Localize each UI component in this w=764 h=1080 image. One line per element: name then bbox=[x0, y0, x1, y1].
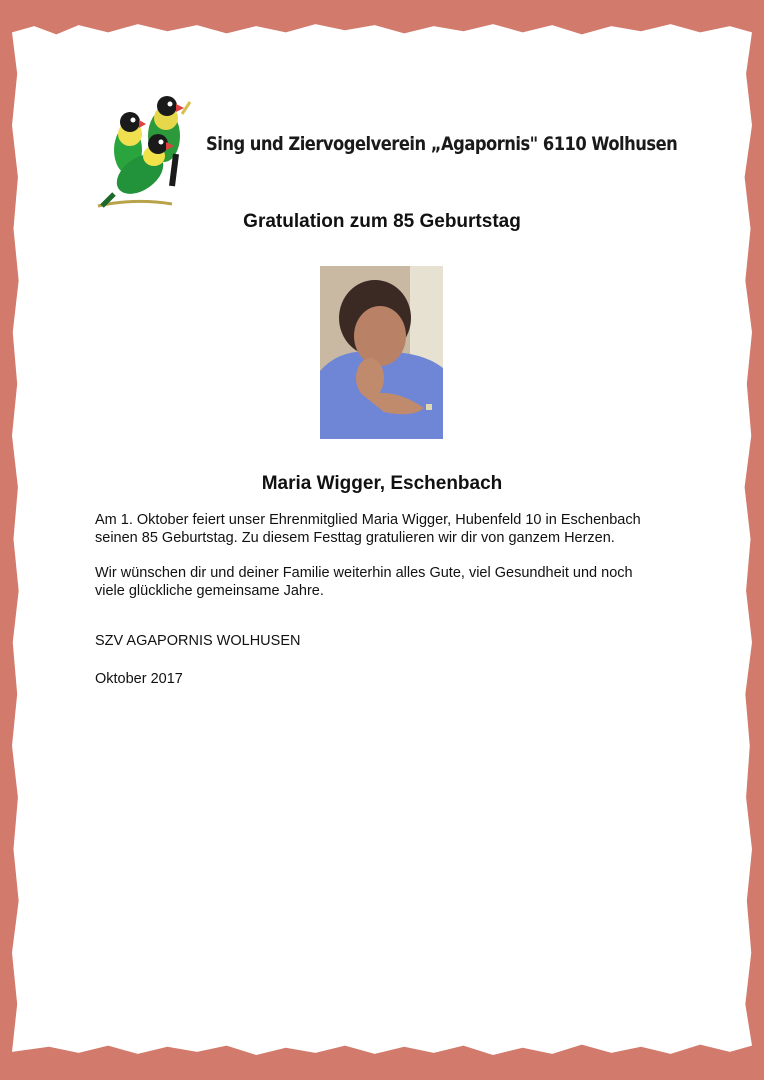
signature: SZV AGAPORNIS WOLHUSEN bbox=[95, 633, 301, 649]
paragraph-line: Am 1. Oktober feiert unser Ehrenmitglied Maria Wigger, Hubenfeld 10 in Eschenbach bbox=[95, 512, 641, 528]
congratulation-paragraph bbox=[95, 512, 695, 547]
lovebirds-logo-icon bbox=[94, 94, 198, 212]
paragraph-line: Wir wünschen dir und deiner Familie weiterhin alles Gute, viel Gesundheit und noch bbox=[95, 565, 633, 581]
person-name: Maria Wigger, Eschenbach bbox=[261, 473, 503, 494]
paragraph-line: seinen 85 Geburtstag. Zu diesem Festtag gratulieren wir dir von ganzem Herzen. bbox=[95, 529, 615, 546]
date: Oktober 2017 bbox=[95, 671, 183, 687]
club-name: Sing und Ziervogelverein „Agapornis" 6110 Wolhusen bbox=[206, 133, 678, 155]
paragraph-line: viele glückliche gemeinsame Jahre. bbox=[95, 582, 324, 599]
wishes-paragraph bbox=[95, 565, 695, 600]
page-title: Gratulation zum 85 Geburtstag bbox=[243, 211, 521, 232]
portrait-photo bbox=[320, 266, 443, 439]
